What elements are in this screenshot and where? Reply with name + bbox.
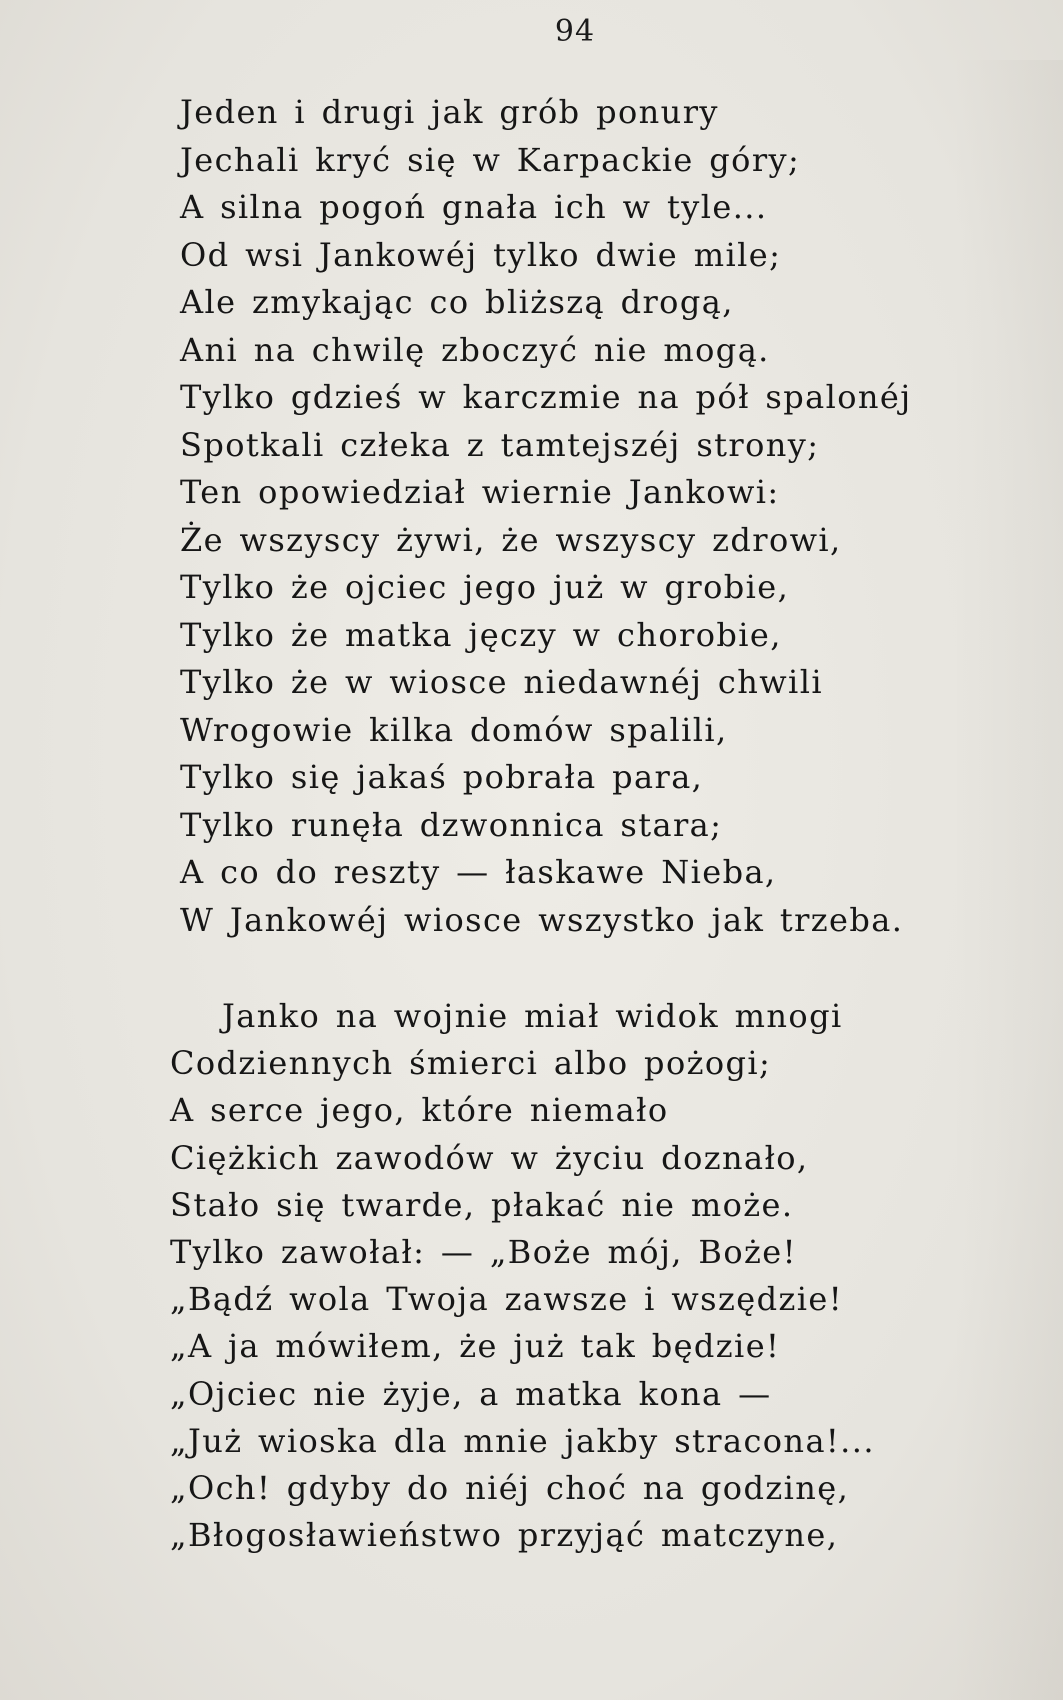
verse-line: Wrogowie kilka domów spalili,	[180, 710, 728, 749]
verse-line: „Bądź wola Twoja zawsze i wszędzie!	[170, 1280, 843, 1319]
verse-line: A serce jego, które niemało	[170, 1091, 669, 1130]
verse-line: Jeden i drugi jak grób ponury	[180, 93, 719, 131]
verse-line: Ten opowiedział wiernie Jankowi:	[180, 473, 780, 511]
verse-line: A silna pogoń gnała ich w tyle...	[180, 188, 768, 226]
verse-line: Ale zmykając co bliższą drogą,	[180, 283, 734, 321]
verse-line: Tylko się jakaś pobrała para,	[180, 758, 704, 796]
verse-line: Janko na wojnie miał widok mnogi	[222, 997, 843, 1035]
verse-line: Jechali kryć się w Karpackie góry;	[180, 140, 801, 179]
verse-line: Tylko gdzieś w karczmie na pół spalonéj	[180, 378, 912, 416]
verse-line: Tylko że matka jęczy w chorobie,	[180, 615, 782, 654]
verse-line: Od wsi Jankowéj tylko dwie mile;	[180, 235, 782, 274]
verse-line: Że wszyscy żywi, że wszyscy zdrowi,	[180, 520, 842, 559]
verse-line: W Jankowéj wiosce wszystko jak trzeba.	[180, 900, 904, 939]
verse-line: Ciężkich zawodów w życiu doznało,	[170, 1138, 809, 1177]
page-number: 94	[554, 14, 596, 49]
verse-line: Ani na chwilę zboczyć nie mogą.	[180, 330, 770, 369]
verse-line: Spotkali człeka z tamtejszéj strony;	[180, 425, 820, 464]
verse-line: A co do reszty — łaskawe Nieba,	[180, 853, 777, 891]
verse-line: Tylko że ojciec jego już w grobie,	[180, 568, 790, 606]
facing-page-shadow	[953, 60, 1063, 1700]
verse-line: Tylko runęła dzwonnica stara;	[180, 805, 723, 844]
verse-line: „Och! gdyby do niéj choć na godzinę,	[170, 1468, 850, 1507]
verse-line: „Ojciec nie żyje, a matka kona —	[170, 1374, 772, 1413]
verse-line: Stało się twarde, płakać nie może.	[170, 1185, 794, 1224]
verse-line: Tylko zawołał: — „Boże mój, Boże!	[170, 1232, 797, 1271]
verse-line: „Błogosławieństwo przyjąć matczyne,	[170, 1516, 839, 1555]
verse-line: Tylko że w wiosce niedawnéj chwili	[180, 663, 823, 701]
verse-line: „Już wioska dla mnie jakby stracona!...	[170, 1421, 875, 1460]
stanza-2	[170, 993, 875, 1559]
verse-line: Codziennych śmierci albo pożogi;	[170, 1044, 772, 1083]
stanza-1	[180, 89, 912, 944]
verse-line: „A ja mówiłem, że już tak będzie!	[170, 1327, 781, 1366]
